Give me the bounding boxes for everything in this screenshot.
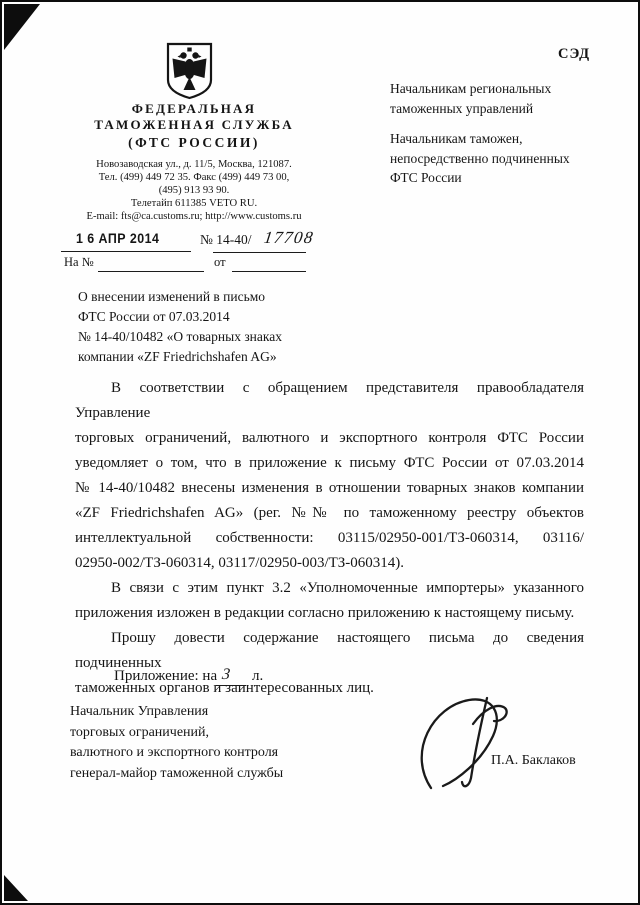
reply-number-underline [98, 270, 204, 272]
recipient-line: ФТС России [390, 170, 462, 185]
signer-position-line: генерал-майор таможенной службы [70, 765, 284, 781]
date-stamp: 1 6 АПР 2014 [76, 231, 160, 246]
body-line: торговых ограничений, валютного и экспортного контроля ФТС России [75, 430, 584, 446]
recipient-line: Начальникам таможен, [390, 131, 523, 146]
recipient-line: таможенных управлений [390, 100, 534, 116]
attachment-sheets-unit: л. [252, 668, 264, 684]
attachment-underline [216, 684, 246, 686]
number-sign: № [200, 232, 213, 247]
signer-position-line: Начальник Управления [70, 704, 209, 719]
outgoing-number-prefix [200, 232, 252, 248]
recipient-block-1 [390, 79, 610, 118]
org-name-short: (ФТС РОССИИ) [128, 135, 260, 150]
reply-date-label: от [214, 255, 226, 269]
address-line: Тел. (499) 449 72 35. Факс (499) 449 73 00, [98, 172, 290, 183]
letter-body [75, 376, 584, 701]
address-line: Новозаводская ул., д. 11/5, Москва, 121087. [96, 159, 292, 170]
handwritten-signature-icon [417, 694, 532, 792]
signer-position-block [70, 702, 360, 784]
body-line: № 14-40/10482 внесены изменения в отношении товарных знаков компании [75, 480, 584, 496]
address-line: Телетайп 611385 VETO RU. [130, 198, 258, 209]
body-line: приложения изложен в редакции согласно приложению к настоящему письму. [75, 605, 575, 621]
coat-of-arms-eagle-icon [165, 42, 214, 100]
number-prefix: 14-40/ [216, 232, 252, 247]
body-line: 02950-002/ТЗ-060314, 03117/02950-003/ТЗ-060314). [75, 555, 405, 571]
recipient-line: Начальникам региональных [390, 81, 552, 96]
attachment-sheets-handwritten: 3 [221, 666, 231, 683]
body-line: В связи с этим пункт 3.2 «Уполномоченные импортеры» указанного [111, 580, 584, 596]
org-name-line1: ФЕДЕРАЛЬНАЯ [131, 101, 257, 116]
subject-line: № 14-40/10482 «О товарных знаках [78, 329, 282, 344]
signer-position-line: торговых ограничений, [70, 724, 210, 740]
body-line: интеллектуальной собственности: 03115/02950-001/ТЗ-060314, 03116/ [75, 530, 584, 546]
recipient-block-2 [390, 129, 610, 188]
reply-number-label: На № [64, 255, 94, 269]
sed-mark: СЭД [558, 46, 591, 62]
address-line: E-mail: fts@ca.customs.ru; http://www.customs.ru [86, 211, 302, 222]
signer-name: П.А. Баклаков [491, 753, 576, 768]
org-address-block [42, 158, 346, 223]
outgoing-number-handwritten: 17708 [262, 228, 316, 247]
body-line: Прошу довести содержание настоящего письма до сведения подчиненных [75, 630, 584, 671]
address-line: (495) 913 93 90. [158, 185, 230, 196]
scan-corner-triangle-bottom-left [2, 871, 32, 903]
subject-line: компании «ZF Friedrichshafen AG» [78, 349, 277, 364]
subject-line: ФТС России от 07.03.2014 [78, 309, 230, 324]
org-name-line2: ТАМОЖЕННАЯ СЛУЖБА [94, 117, 294, 132]
subject-block [78, 287, 338, 367]
recipient-line: непосредственно подчиненных [390, 150, 570, 166]
body-line: уведомляет о том, что в приложение к письму ФТС России от 07.03.2014 [75, 455, 584, 471]
subject-line: О внесении изменений в письмо [78, 289, 266, 304]
scan-corner-triangle-top-left [2, 2, 48, 54]
body-line: «ZF Friedrichshafen AG» (рег. №№ по таможенному реестру объектов [75, 505, 584, 521]
date-underline [61, 250, 191, 252]
body-line: таможенных органов и заинтересованных лиц. [75, 680, 374, 696]
number-underline [213, 251, 306, 253]
reply-date-underline [232, 270, 306, 272]
attachment-label: Приложение: на [114, 668, 218, 684]
body-line: В соответствии с обращением представителя правообладателя Управление [75, 380, 584, 421]
signer-position-line: валютного и экспортного контроля [70, 745, 279, 760]
